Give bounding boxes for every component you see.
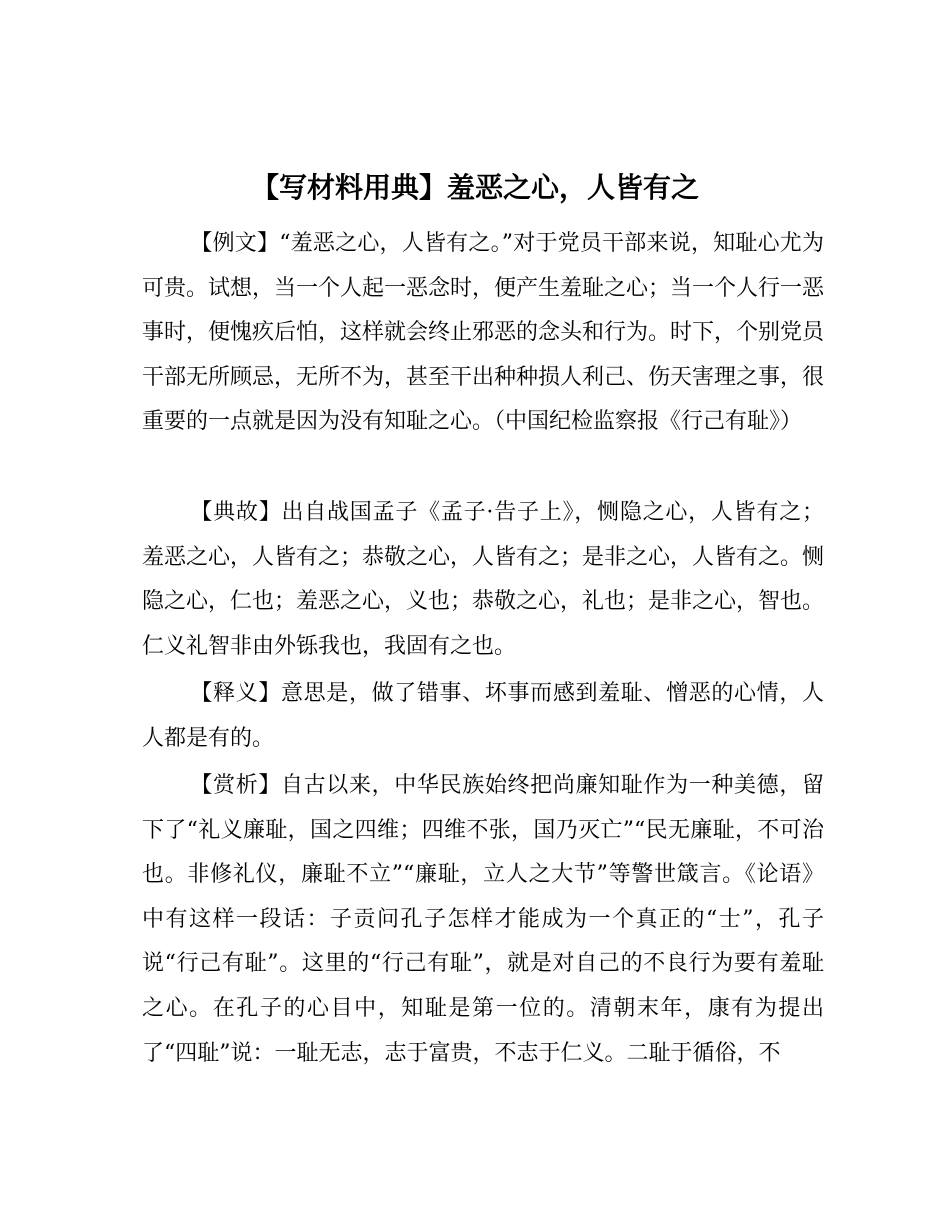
paragraph-explanation: 【释义】意思是，做了错事、坏事而感到羞耻、憎恶的心情，人人都是有的。	[142, 681, 824, 751]
paragraph-allusion: 【典故】出自战国孟子《孟子·告子上》，恻隐之心，人皆有之；羞恶之心，人皆有之；恭敬之心，人皆有之；是非之心，人皆有之。恻隐之心，仁也；羞恶之心，义也；恭敬之心，礼也；是非之心，智也。仁义礼智非由外铄我也，我固有之也。	[142, 500, 825, 659]
document-title: 【写材料用典】羞恶之心，人皆有之	[250, 171, 699, 204]
paragraph-appreciation: 【赏析】自古以来，中华民族始终把尚廉知耻作为一种美德，留下了“礼义廉耻，国之四维；四维不张，国乃灭亡”“民无廉耻，不可治也。非修礼仪，廉耻不立”“廉耻，立人之大节”等警世箴言。《论语》中有这样一段话：子贡问孔子怎样才能成为一个真正的“士”，孔子说“行己有耻”。这里的“行己有耻”，就是对自己的不良行为要有羞耻之心。在孔子的心目中，知耻是第一位的。清朝末年，康有为提出了“四耻”说：一耻无志，志于富贵，不志于仁义。二耻于循俗，不	[142, 773, 824, 1066]
paragraph-example: 【例文】“羞恶之心，人皆有之。”对于党员干部来说，知耻心尤为可贵。试想，当一个人起一恶念时，便产生羞耻之心；当一个人行一恶事时，便愧疚后怕，这样就会终止邪恶的念头和行为。时下，个别党员干部无所顾忌，无所不为，甚至干出种种损人利己、伤天害理之事，很重要的一点就是因为没有知耻之心。（中国纪检监察报《行己有耻》）	[142, 231, 825, 435]
